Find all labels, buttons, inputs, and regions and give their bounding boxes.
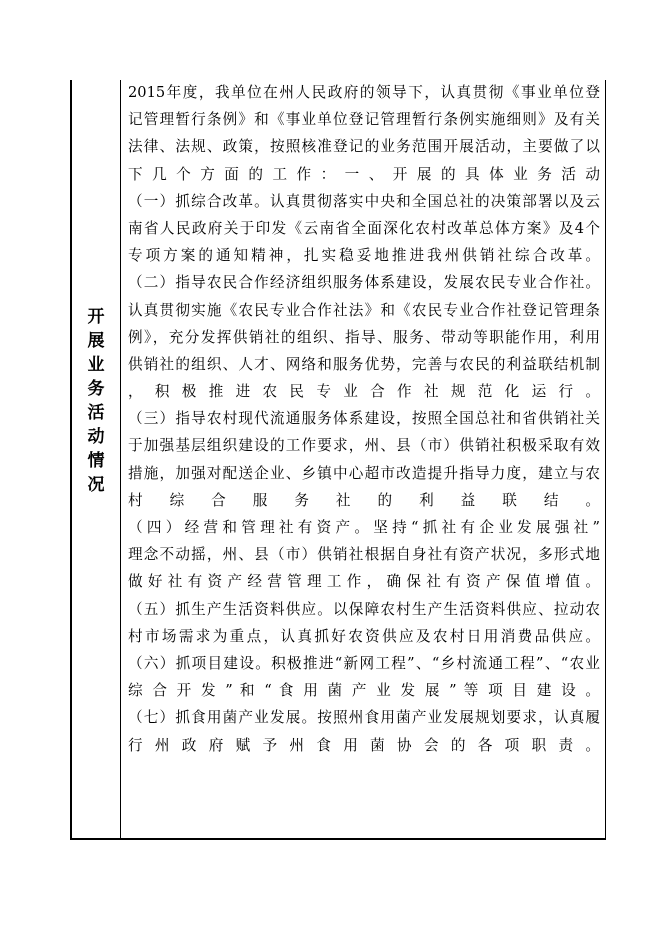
- column-divider: [120, 80, 121, 840]
- text-line: 记管理暂行条例》和《事业单位登记管理暂行条例实施细则》及有关: [128, 111, 600, 129]
- activity-text-cell: [128, 79, 600, 759]
- text-line: 做好社有资产经营管理工作，确保社有资产保值增值。: [128, 573, 600, 591]
- section-label-char: 情: [87, 451, 105, 471]
- section-label-char: 况: [87, 475, 105, 495]
- text-line: 专项方案的通知精神，扎实稳妥地推进我州供销社综合改革。: [128, 247, 600, 265]
- text-line: （六）抓项目建设。积极推进“新网工程”、“乡村流通工程”、“农业: [128, 654, 600, 672]
- text-line: 综 合 开 发 ” 和 “ 食 用 菌 产 业 发 展 ” 等 项 目 建 设 。: [128, 682, 600, 700]
- section-label-char: 展: [87, 331, 105, 351]
- text-line: 供销社的组织、人才、网络和服务优势，完善与农民的利益联结机制: [128, 355, 600, 373]
- text-line: 村 综 合 服 务 社 的 利 益 联 结 。: [128, 491, 600, 509]
- section-label-char: 务: [87, 379, 105, 399]
- text-line: 2015年度，我单位在州人民政府的领导下，认真贯彻《事业单位登: [128, 84, 600, 101]
- text-line: 行 州 政 府 赋 予 州 食 用 菌 协 会 的 各 项 职 责 。: [128, 736, 600, 754]
- text-line: 南省人民政府关于印发《云南省全面深化农村改革总体方案》及4个: [128, 219, 600, 237]
- section-label-char: 活: [87, 403, 105, 423]
- text-line: （二）指导农民合作经济组织服务体系建设，发展农民专业合作社。: [128, 274, 600, 292]
- text-line: 村市场需求为重点，认真抓好农资供应及农村日用消费品供应。: [128, 627, 600, 645]
- text-line: 例》，充分发挥供销社的组织、指导、服务、带动等职能作用，利用: [128, 328, 600, 346]
- text-line: （三）指导农村现代流通服务体系建设，按照全国总社和省供销社关: [128, 410, 600, 428]
- section-label-char: 开: [87, 307, 105, 327]
- text-line: 于加强基层组织建设的工作要求，州、县（市）供销社积极采取有效: [128, 437, 600, 455]
- text-line: （五）抓生产生活资料供应。以保障农村生产生活资料供应、拉动农: [128, 600, 600, 618]
- text-line: 认真贯彻实施《农民专业合作社法》和《农民专业合作社登记管理条: [128, 301, 600, 319]
- text-line: 下 几 个 方 面 的 工 作 ： 一 、 开 展 的 具 体 业 务 活 动: [128, 165, 600, 183]
- section-label-char: 业: [87, 355, 105, 375]
- text-line: 措施，加强对配送企业、乡镇中心超市改造提升指导力度，建立与农: [128, 464, 600, 482]
- text-line: （四）经营和管理社有资产。坚持“抓社有企业发展强社”: [128, 519, 600, 536]
- text-line: （七）抓食用菌产业发展。按照州食用菌产业发展规划要求，认真履: [128, 709, 600, 727]
- text-line: 理念不动摇，州、县（市）供销社根据自身社有资产状况，多形式地: [128, 546, 600, 564]
- text-line: ， 积 极 推 进 农 民 专 业 合 作 社 规 范 化 运 行 。: [128, 383, 600, 401]
- section-label-cell: [72, 80, 120, 840]
- text-line: 法律、法规、政策，按照核准登记的业务范围开展活动，主要做了以: [128, 138, 600, 156]
- text-line: （一）抓综合改革。认真贯彻落实中央和全国总社的决策部署以及云: [128, 192, 600, 210]
- section-label: [88, 305, 105, 497]
- section-label-char: 动: [87, 427, 105, 447]
